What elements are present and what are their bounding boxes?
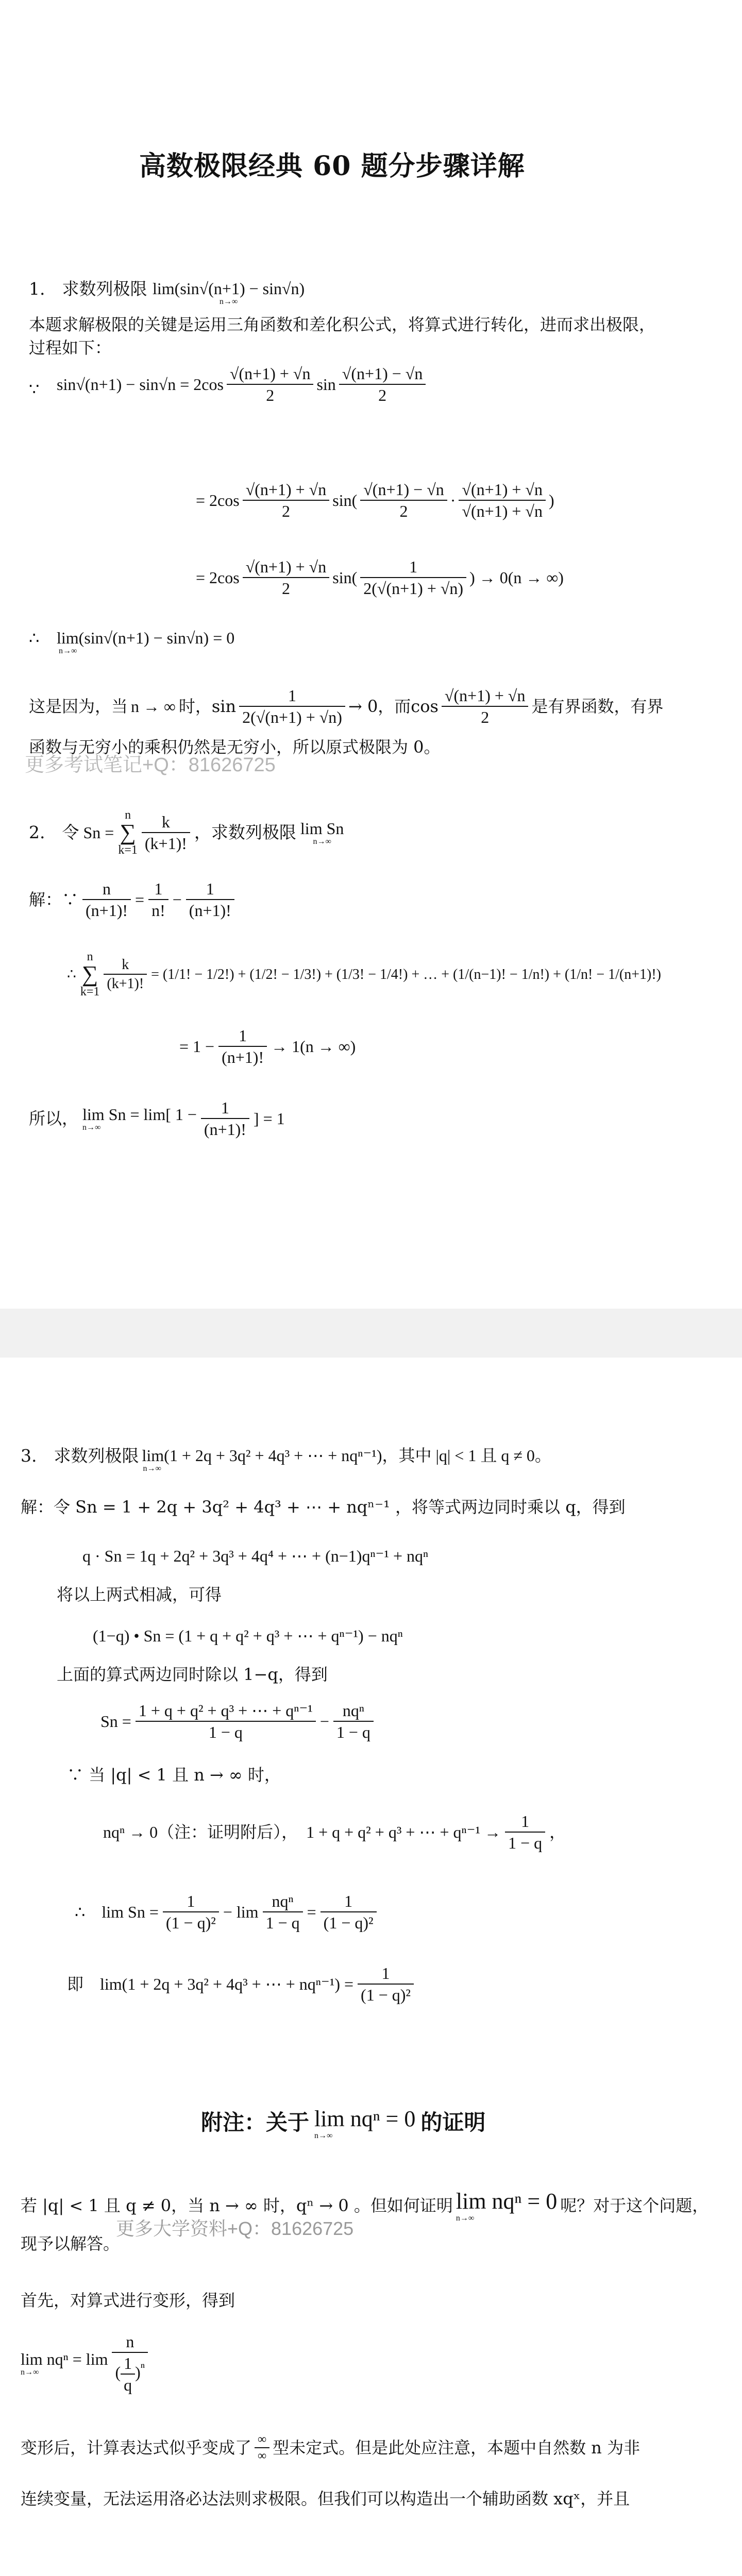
note-paragraph-4: 变形后，计算表达式似乎变成了 $\frac{\infty}{\infty}$ 型未定式。但是此处应注意，本题中自然数 n 为非 bbox=[21, 2433, 640, 2463]
fraction: $\frac{\text{nqⁿ}}{1 - q}$ bbox=[333, 1700, 374, 1742]
note-paragraph-2: 首先，对算式进行变形，得到 bbox=[21, 2291, 235, 2310]
fraction: $\frac{1}{\text{(1 − q)²}}$ bbox=[321, 1891, 377, 1933]
note-paragraph-1: 若 |q| < 1 且 q ≠ 0，当 n → ∞ 时，qⁿ → 0 。但如何证明 lim nqⁿ = 0 n→∞ 呢？对于这个问题， bbox=[21, 2189, 709, 2223]
page-gap bbox=[0, 1309, 742, 1358]
fraction: $\frac{√(n+1) + √n}{2}$ bbox=[442, 685, 529, 727]
fraction: $\frac{√(n+1) + √n}{2}$ bbox=[243, 556, 330, 599]
fraction: $\frac{1}{\text{(1 − q)²}}$ bbox=[163, 1891, 219, 1933]
note-equation: lim nqⁿ = lim n→∞ n ( $\frac{1}{q}$ )$^{^n}$ bbox=[21, 2331, 148, 2395]
fraction: n ( $\frac{1}{q}$ )$^{^n}$ bbox=[112, 2331, 148, 2395]
watermark: 更多大学资料+Q：81626725 bbox=[116, 2218, 354, 2239]
fraction: $\frac{1}{(n+1)!}$ bbox=[201, 1097, 249, 1140]
fraction: $\frac{1}{(n+1)!}$ bbox=[186, 878, 234, 921]
problem-1-heading: 1. 求数列极限 lim(sin√(n+1) − sin√n) n→∞ bbox=[29, 279, 305, 306]
problem-1-step-1: sin√(n+1) − sin√n = 2cos $\frac{√(n+1) + √n}{2}$ sin $\frac{√(n+1) - √n}{2}$ bbox=[57, 363, 426, 405]
fraction: $\frac{1}{2(√(n+1) + √n)}$ bbox=[360, 556, 466, 599]
fraction: $\frac{\infty}{\infty}$ bbox=[255, 2432, 269, 2464]
fraction: $\frac{√(n+1) + √n}{2}$ bbox=[227, 363, 314, 405]
fraction: $\frac{1}{2(√(n+1) + √n)}$ bbox=[239, 685, 345, 727]
watermark: 更多考试笔记+Q：81626725 bbox=[25, 754, 276, 776]
fraction: $\frac{1}{q}$ bbox=[121, 2353, 135, 2395]
fraction: $\frac{n}{(n+1)!}$ bbox=[82, 878, 131, 921]
fraction: $\frac{1}{\text{(1 − q)²}}$ bbox=[358, 1963, 414, 2005]
fraction: $\frac{√(n+1) - √n}{2}$ bbox=[360, 479, 447, 521]
problem-2-conclusion: 所以， lim Sn = lim[ 1 − n→∞ $\frac{1}{(n+1)!}$ ] = 1 bbox=[29, 1098, 285, 1139]
problem-1-limit: lim(sin√(n+1) − sin√n) n→∞ bbox=[153, 279, 305, 306]
problem-3-sol-9: ∴ lim Sn = $\frac{1}{\text{(1 − q)²}}$ − lim $\frac{\text{nqⁿ}}{1 - q}$ = $\frac{1}{\text{(1 − q)²}}$ bbox=[75, 1891, 377, 1933]
problem-3-heading: 3. 求数列极限 lim(1 + 2q + 3q² + 4q³ + ⋯ + nqⁿ⁻¹)，其中 |q| < 1 且 q ≠ 0。 n→∞ bbox=[21, 1446, 551, 1473]
problem-2-step-3: = 1 − $\frac{1}{(n+1)!}$ → 1(n → ∞) bbox=[179, 1026, 356, 1066]
problem-3-sol-6: Sn = $\frac{\text{1 + q + q² + q³ + ⋯ + qⁿ⁻¹}}{1 - q}$ − $\frac{\text{nqⁿ}}{1 - q}$ bbox=[100, 1700, 374, 1742]
problem-3-sol-10: 即 lim(1 + 2q + 3q² + 4q³ + ⋯ + nqⁿ⁻¹) = $\frac{1}{\text{(1 − q)²}}$ bbox=[67, 1963, 414, 2005]
problem-3-sol-3: 将以上两式相减，可得 bbox=[57, 1585, 222, 1604]
problem-2-heading: 2. 令 Sn = n ∑ k=1 $\frac{k}{(k+1)!}$ ，求数列极限 lim Sn n→∞ bbox=[29, 808, 344, 857]
fraction: $\frac{√(n+1) + √n}{2}$ bbox=[243, 479, 330, 521]
note-title: 附注：关于 lim nqⁿ = 0 n→∞ 的证明 bbox=[201, 2106, 486, 2140]
problem-3-sol-8: nqⁿ → 0（注：证明附后）， 1 + q + q² + q³ + ⋯ + qⁿ⁻¹ → $\frac{1}{1 - q}$ ， bbox=[103, 1812, 566, 1852]
because-symbol: ∵ bbox=[29, 380, 40, 398]
problem-1-step-2: = 2cos $\frac{√(n+1) + √n}{2}$ sin( $\frac{√(n+1) - √n}{2}$ · $\frac{√(n+1) + √n}{√(n+1) + √n}$ ) bbox=[196, 480, 554, 520]
problem-2-step-1: 解：∵ $\frac{n}{(n+1)!}$ = $\frac{1}{n!}$ − $\frac{1}{(n+1)!}$ bbox=[29, 878, 234, 921]
problem-1-reason-2: 函数与无穷小的乘积仍然是无穷小，所以原式极限为 0。 bbox=[29, 737, 441, 757]
problem-1-intro-2: 过程如下： bbox=[29, 338, 112, 358]
fraction: $\frac{k}{(k+1)!}$ bbox=[142, 811, 190, 854]
problem-3-sol-5: 上面的算式两边同时除以 1−q，得到 bbox=[57, 1665, 328, 1684]
fraction: $\frac{√(n+1) + √n}{√(n+1) + √n}$ bbox=[459, 479, 546, 521]
note-paragraph-1b: 现予以解答。 bbox=[21, 2234, 120, 2253]
therefore-symbol: ∴ bbox=[29, 629, 40, 647]
fraction: $\frac{\text{nqⁿ}}{1 - q}$ bbox=[263, 1891, 303, 1933]
summation-symbol: n ∑ k=1 bbox=[80, 950, 100, 998]
note-paragraph-5: 连续变量，无法运用洛必达法则求极限。但我们可以构造出一个辅助函数 xqˣ，并且 bbox=[21, 2489, 630, 2509]
problem-3-sol-7: ∵ 当 |q| < 1 且 n → ∞ 时， bbox=[67, 1765, 281, 1785]
summation-symbol: n ∑ k=1 bbox=[118, 808, 138, 857]
problem-3-sol-1: 解：令 Sn = 1 + 2q + 3q² + 4q³ + ⋯ + nqⁿ⁻¹ ，将等式两边同时乘以 q，得到 bbox=[21, 1497, 626, 1517]
fraction: $\frac{k}{(k+1)!}$ bbox=[104, 956, 147, 993]
fraction: $\frac{1}{n!}$ bbox=[148, 878, 168, 921]
fraction: $\frac{\text{1 + q + q² + q³ + ⋯ + qⁿ⁻¹}}{1 - q}$ bbox=[136, 1700, 316, 1742]
problem-3-sol-2: q · Sn = 1q + 2q² + 3q³ + 4q⁴ + ⋯ + (n−1)qⁿ⁻¹ + nqⁿ bbox=[82, 1547, 429, 1565]
problem-3-sol-4: (1−q) • Sn = (1 + q + q² + q³ + ⋯ + qⁿ⁻¹) − nqⁿ bbox=[93, 1626, 403, 1645]
fraction: $\frac{√(n+1) - √n}{2}$ bbox=[339, 363, 426, 405]
document-page-2 bbox=[0, 1358, 742, 2576]
document-title: 高数极限经典 60 题分步骤详解 bbox=[139, 150, 525, 182]
problem-1-step-3: = 2cos $\frac{√(n+1) + √n}{2}$ sin( $\frac{1}{2(√(n+1) + √n)}$ ) → 0(n → ∞) bbox=[196, 557, 564, 598]
fraction: $\frac{1}{1 - q}$ bbox=[505, 1811, 545, 1853]
problem-1-conclusion: lim(sin√(n+1) − sin√n) = 0 n→∞ bbox=[57, 629, 235, 655]
problem-2-step-2: ∴ n ∑ k=1 $\frac{k}{(k+1)!}$ = (1/1! − 1/2!) + (1/2! − 1/3!) + (1/3! − 1/4!) + … + (1/(n−1)! − 1/n!) + (1/n! − 1/(n+1)!) bbox=[67, 950, 661, 998]
fraction: $\frac{1}{(n+1)!}$ bbox=[218, 1025, 267, 1067]
problem-1-reason: 这是因为，当 n → ∞ 时，sin $\frac{1}{2(√(n+1) + √n)}$ → 0，而cos $\frac{√(n+1) + √n}{2}$ 是有界函数，有界 bbox=[29, 686, 664, 726]
problem-1-intro-1: 本题求解极限的关键是运用三角函数和差化积公式，将算式进行转化，进而求出极限， bbox=[29, 315, 656, 334]
